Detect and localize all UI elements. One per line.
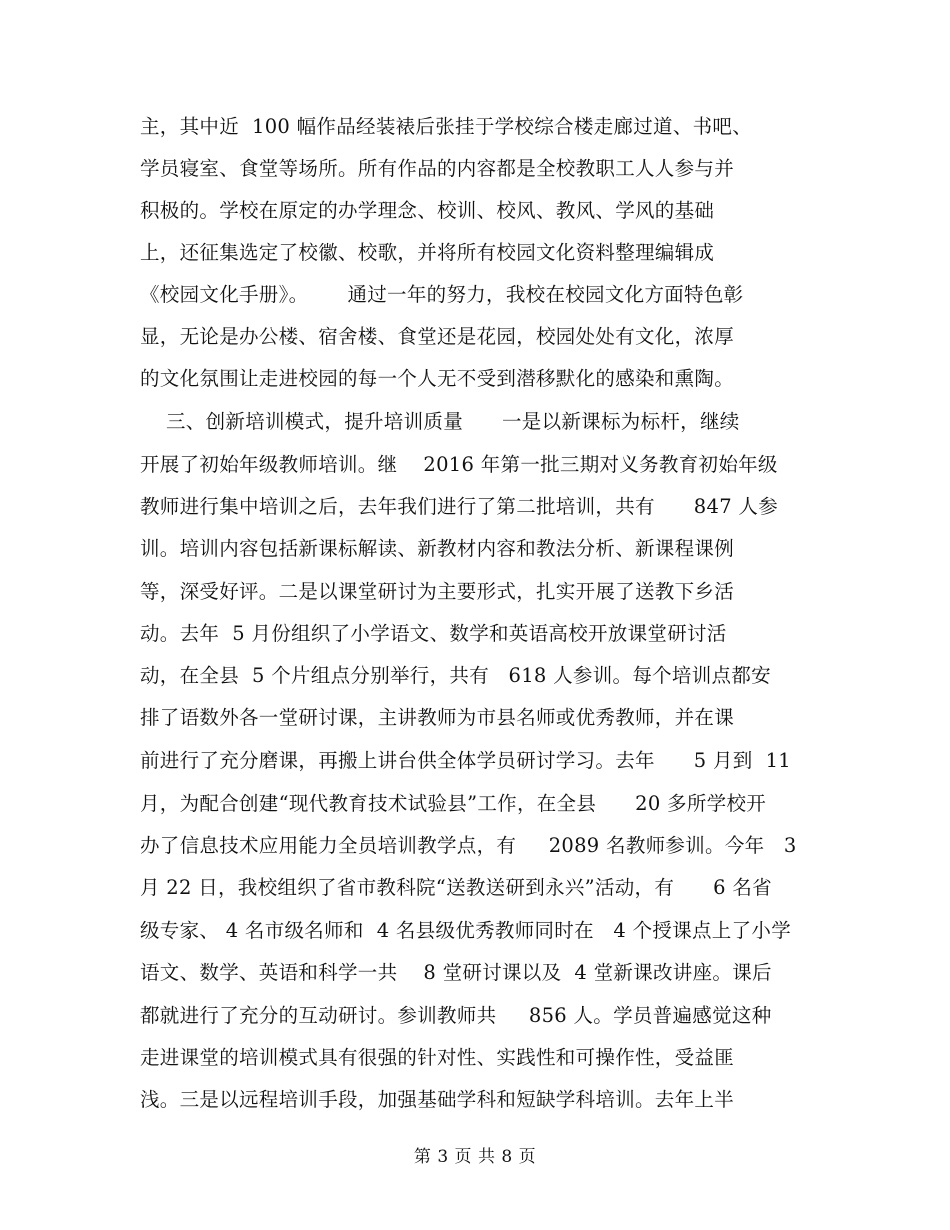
- text-line: 动，在全县 5 个片组点分别举行，共有 618 人参训。每个培训点都安: [140, 664, 771, 687]
- text-line: 语文、数学、英语和科学一共 8 堂研讨课以及 4 堂新课改讲座。课后: [140, 961, 772, 984]
- text-line: 教师进行集中培训之后，去年我们进行了第二批培训，共有 847 人参: [140, 495, 779, 518]
- text-line: 月 22 日，我校组织了省市教科院“送教送研到永兴”活动，有 6 名省: [140, 876, 772, 899]
- section-heading-line: 三、创新培训模式，提升培训质量 一是以新课标为标杆，继续: [140, 410, 740, 433]
- text-line: 动。去年 5 月份组织了小学语文、数学和英语高校开放课堂研讨活: [140, 622, 727, 645]
- text-line: 走进课堂的培训模式具有很强的针对性、实践性和可操作性，受益匪: [140, 1046, 735, 1069]
- text-line: 积极的。学校在原定的办学理念、校训、校风、教风、学风的基础: [140, 199, 715, 222]
- text-line: 办了信息技术应用能力全员培训教学点，有 2089 名教师参训。今年 3: [140, 834, 797, 857]
- text-line: 排了语数外各一堂研讨课，主讲教师为市县名师或优秀教师，并在课: [140, 706, 735, 729]
- text-line: 都就进行了充分的互动研讨。参训教师共 856 人。学员普遍感觉这种: [140, 1004, 772, 1027]
- text-line: 月，为配合创建“现代教育技术试验县”工作，在全县 20 多所学校开: [140, 792, 767, 815]
- text-line: 等，深受好评。二是以课堂研讨为主要形式，扎实开展了送教下乡活: [140, 580, 735, 603]
- text-line: 《校园文化手册》。 通过一年的努力，我校在校园文化方面特色彰: [140, 283, 744, 306]
- text-line: 浅。三是以远程培训手段，加强基础学科和短缺学科培训。去年上半: [140, 1088, 735, 1111]
- text-line: 主，其中近 100 幅作品经装裱后张挂于学校综合楼走廊过道、书吧、: [140, 115, 753, 138]
- text-line: 开展了初始年级教师培训。继 2016 年第一批三期对义务教育初始年级: [140, 453, 778, 476]
- text-line: 的文化氛围让走进校园的每一个人无不受到潜移默化的感染和熏陶。: [140, 367, 735, 390]
- text-line: 前进行了充分磨课，再搬上讲台供全体学员研讨学习。去年 5 月到 11: [140, 749, 792, 772]
- text-line: 显，无论是办公楼、宿舍楼、食堂还是花园，校园处处有文化，浓厚: [140, 325, 735, 348]
- text-line: 上，还征集选定了校徽、校歌，并将所有校园文化资料整理编辑成: [140, 241, 715, 264]
- text-line: 训。培训内容包括新课标解读、新教材内容和教法分析、新课程课例: [140, 537, 735, 560]
- text-line: 级专家、 4 名市级名师和 4 名县级优秀教师同时在 4 个授课点上了小学: [140, 919, 792, 942]
- page-number-footer: 第 3 页 共 8 页: [413, 1147, 537, 1167]
- text-line: 学员寝室、食堂等场所。所有作品的内容都是全校教职工人人参与并: [140, 157, 735, 180]
